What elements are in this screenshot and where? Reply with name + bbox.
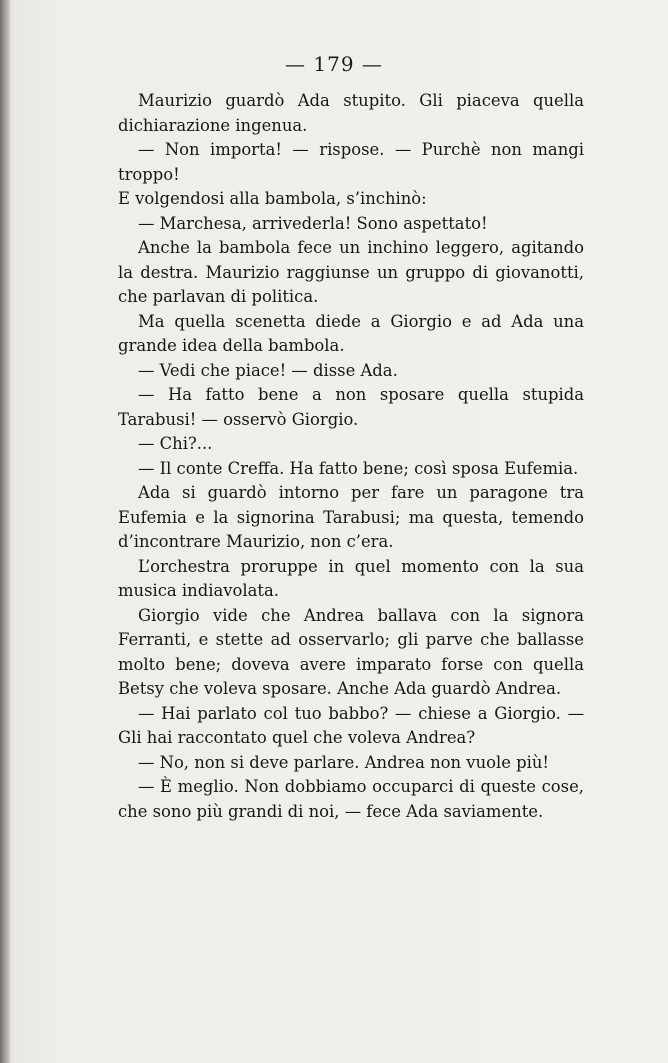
paragraph: Ma quella scenetta diede a Giorgio e ad Ada una grande idea della bambola. — [118, 311, 584, 355]
paragraph: — È meglio. Non dobbiamo occuparci di queste cose, che sono più grandi di noi, — fece Ada saviamente. — [118, 777, 584, 821]
paragraph: Ada si guardò intorno per fare un paragone tra Eufemia e la signorina Tarabusi; ma questa, temendo d’incontrare Maurizio, non c’era. — [118, 483, 584, 551]
page-number: — 179 — — [285, 52, 383, 76]
book-spine-shadow — [0, 0, 10, 1063]
paragraph: — Marchesa, arrivederla! Sono aspettato! — [138, 213, 488, 233]
paragraph: Maurizio guardò Ada stupito. Gli piaceva quella dichiarazione ingenua. — [118, 91, 584, 135]
paragraph: — Hai parlato col tuo babbo? — chiese a Giorgio. — Gli hai raccontato quel che voleva Andrea? — [118, 703, 584, 747]
paragraph: — Non importa! — rispose. — Purchè non mangi troppo! — [118, 140, 584, 184]
paragraph: — Ha fatto bene a non sposare quella stupida Tarabusi! — osservò Giorgio. — [118, 385, 584, 429]
paragraph: — No, non si deve parlare. Andrea non vuole più! — [138, 752, 550, 772]
paragraph: L’orchestra proruppe in quel momento con la sua musica indiavolata. — [118, 556, 584, 600]
paragraph: E volgendosi alla bambola, s’inchinò: — [118, 189, 427, 208]
paragraph: Anche la bambola fece un inchino leggero, agitando la destra. Maurizio raggiunse un gruppo di giovanotti, che parlavan di politica. — [118, 238, 584, 306]
paragraph: Giorgio vide che Andrea ballava con la signora Ferranti, e stette ad osservarlo; gli parve che ballasse molto bene; doveva avere imparato forse con quella Betsy che voleva sposare. Anche Ada guardò Andrea. — [118, 605, 584, 698]
paragraph: — Vedi che piace! — disse Ada. — [138, 360, 398, 380]
paragraph: — Il conte Creffa. Ha fatto bene; così sposa Eufemia. — [138, 458, 579, 478]
body-text — [118, 89, 584, 824]
paragraph: — Chi?... — [138, 434, 213, 453]
